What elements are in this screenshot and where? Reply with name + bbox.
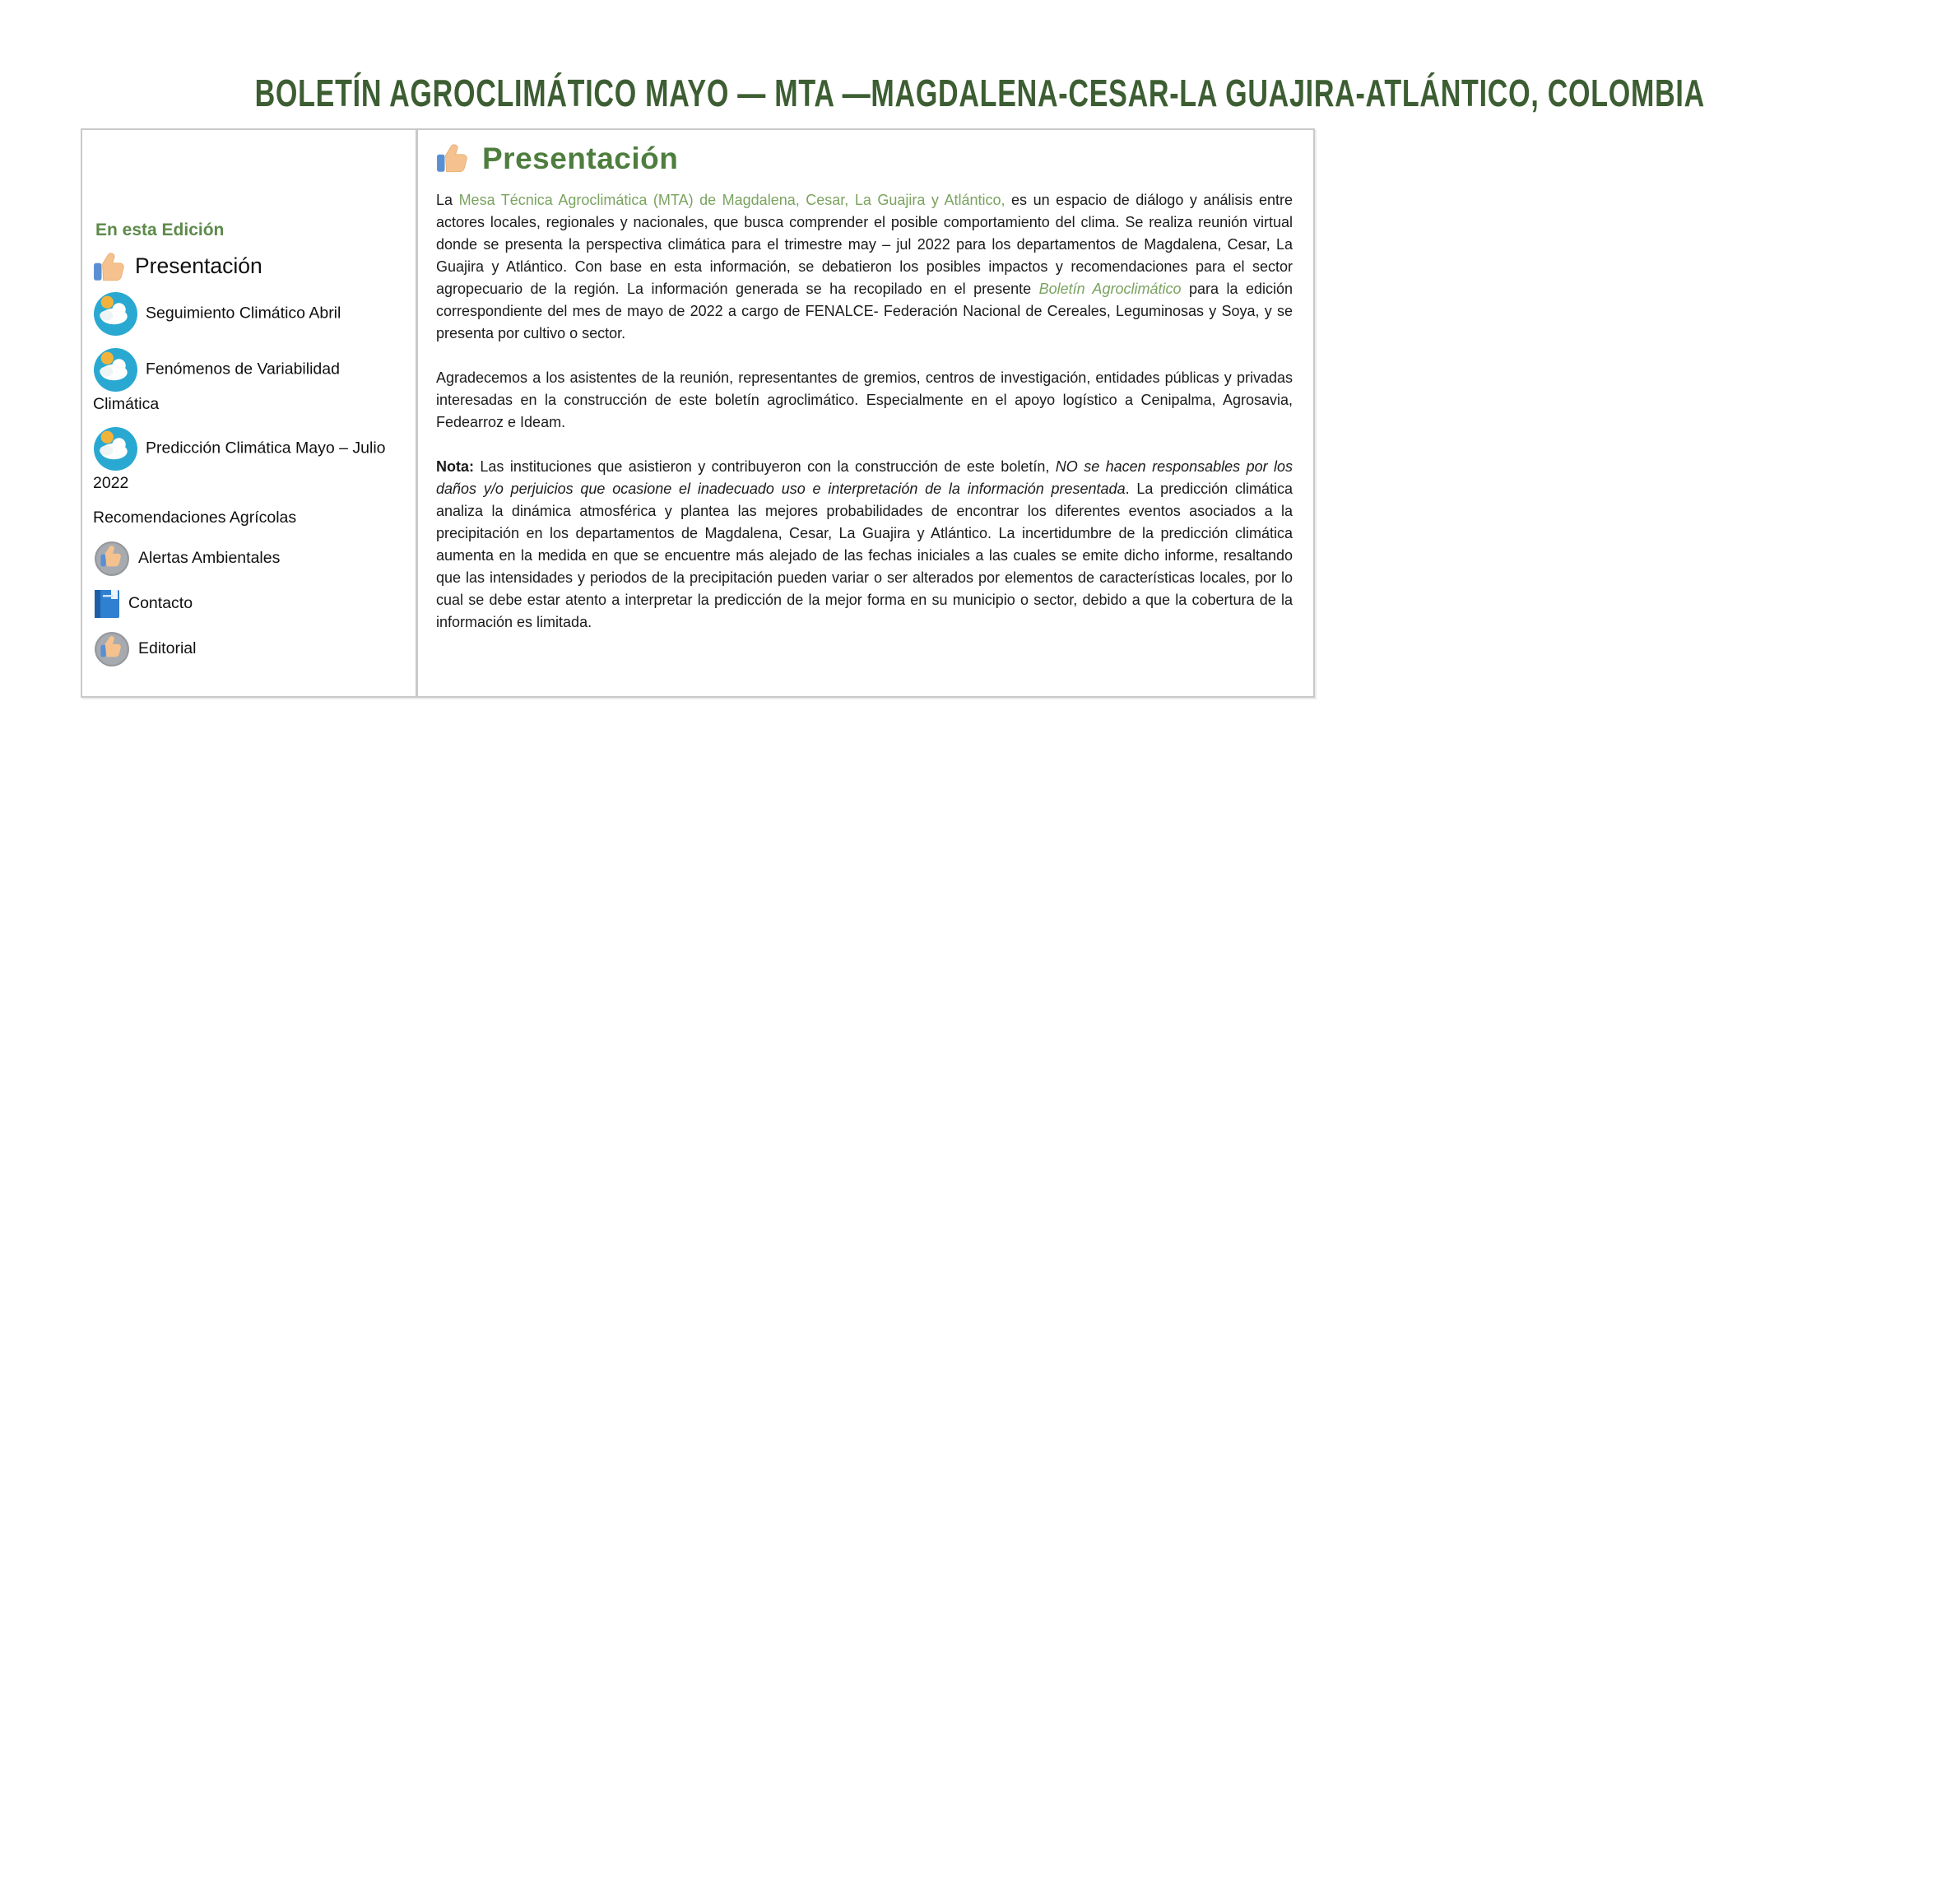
- thumbs-up-icon: [93, 252, 128, 283]
- globe-thumb-icon: [93, 630, 131, 668]
- page: [0, 71, 1705, 698]
- toc-item-label: Presentación: [135, 253, 262, 278]
- toc-item-label: Recomendaciones Agrícolas: [93, 508, 297, 527]
- text-run: NO se hacen responsables por los daños y/o perjuicios que ocasione el inadecuado uso e interpretación de la información presentada: [436, 458, 1294, 497]
- presentation-heading: [436, 142, 1293, 176]
- page-title: [0, 71, 1705, 115]
- toc-item-label: Alertas Ambientales: [138, 548, 281, 567]
- sidebar-item-alertas-ambientales[interactable]: [93, 540, 406, 578]
- text-run: es un espacio de diálogo y análisis entre actores locales, regionales y nacionales, que busca comprender el posible comportamiento del clima. Se realiza reunión virtual donde se presenta la perspectiva climática para el trimestre may – jul 2022 para los departamentos de Magdalena, Cesar, La Guajira y Atlántico. Con base en esta información, se debatieron los posibles impactos y recomendaciones para el sector agropecuario de la región. La información generada se ha recopilado en el presente: [436, 192, 1293, 297]
- page-title-text: BOLETÍN AGROCLIMÁTICO MAYO — MTA —MAGDALENA-CESAR-LA GUAJIRA-ATLÁNTICO, COLOMBIA: [254, 72, 1705, 114]
- text-run: Mesa Técnica Agroclimática (MTA) de Magdalena, Cesar, La Guajira y Atlántico,: [458, 192, 1006, 208]
- globe-thumb-icon: [93, 540, 131, 578]
- sidebar-item-fenomenos-variabilidad-climatica[interactable]: [93, 347, 406, 416]
- blue-book-icon: [93, 588, 121, 620]
- content-box: [81, 128, 1315, 698]
- sidebar-item-presentacion[interactable]: [93, 250, 406, 283]
- sidebar: [82, 130, 418, 696]
- paragraph: [436, 189, 1293, 345]
- text-run: Las instituciones que asistieron y contribuyeron con la construcción de este boletín,: [474, 458, 1056, 475]
- toc-item-label: Editorial: [138, 639, 197, 657]
- text-run: Nota:: [436, 458, 474, 475]
- paragraph: [436, 456, 1293, 634]
- text-run: para la edición correspondiente del mes de mayo de 2022 a cargo de FENALCE- Federación Nacional de Cereales, Leguminosas y Soya, y se presenta por cultivo o sector.: [436, 281, 1293, 341]
- sidebar-item-recomendaciones-agricolas[interactable]: [93, 506, 406, 529]
- sun-cloud-icon: [93, 347, 138, 392]
- sidebar-item-contacto[interactable]: [93, 588, 406, 620]
- sun-cloud-icon: [93, 426, 138, 471]
- article-body: [436, 189, 1293, 634]
- sidebar-item-prediccion-climatica-mayo-julio-2022[interactable]: [93, 426, 406, 495]
- toc-item-label: Predicción Climática Mayo – Julio 2022: [93, 439, 386, 493]
- sidebar-item-seguimiento-climatico-abril[interactable]: [93, 291, 406, 337]
- text-run: Boletín Agroclimático: [1038, 281, 1182, 297]
- toc-list: [93, 250, 406, 668]
- text-run: La: [436, 192, 459, 208]
- presentation-heading-label: Presentación: [482, 142, 679, 175]
- text-run: Agradecemos a los asistentes de la reunión, representantes de gremios, centros de investigación, entidades públicas y privadas interesadas en la construcción de este boletín agroclimático. Especialmente en el apoyo logístico a Cenipalma, Agrosavia, Fedearroz e Ideam.: [436, 369, 1293, 430]
- main-content: [418, 130, 1313, 696]
- sidebar-item-editorial[interactable]: [93, 630, 406, 668]
- paragraph: [436, 367, 1293, 434]
- sidebar-heading: En esta Edición: [95, 221, 225, 239]
- toc-item-label: Contacto: [128, 593, 193, 612]
- text-run: . La predicción climática analiza la dinámica atmosférica y plantea las mejores probabilidades de encontrar los diferentes eventos asociados a la precipitación en los departamentos de Magdalena, Cesar, La Guajira y Atlántico. La incertidumbre de la predicción climática aumenta en la medida en que se encuentre más alejado de las fechas iniciales a las cuales se emite dicho informe, resaltando que las intensidades y periodos de la precipitación pueden variar o ser alterados por elementos de características locales, por lo cual se debe estar atento a interpretar la predicción de la mejor forma en su municipio o sector, debido a que la cobertura de la información es limitada.: [436, 481, 1293, 630]
- toc-item-label: Fenómenos de Variabilidad Climática: [93, 360, 340, 413]
- sun-cloud-icon: [93, 291, 138, 337]
- toc-item-label: Seguimiento Climático Abril: [146, 304, 341, 323]
- thumbs-up-icon: [436, 143, 471, 174]
